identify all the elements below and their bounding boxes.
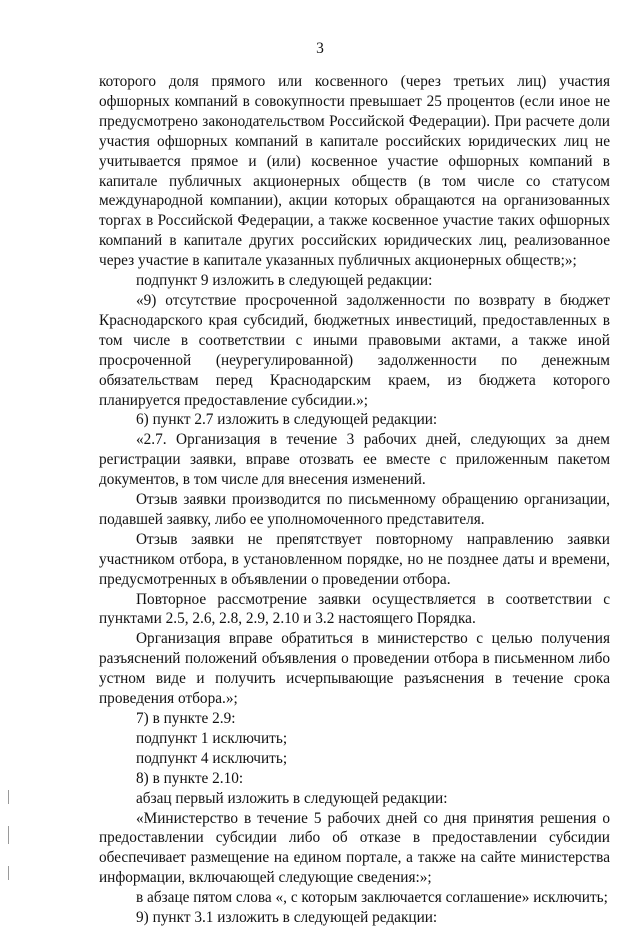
paragraph: Повторное рассмотрение заявки осуществляется в соответствии с пунктами 2.5, 2.6, 2.8, 2.9, 2.10 и 3.2 настоящего Порядка. [99, 590, 610, 628]
paragraph-continuation: которого доля прямого или косвенного (через третьих лиц) участия офшорных компаний в совокупности превышает 25 процентов (если иное не предусмотрено законодательством Российской Федерации). При расчете доли участия офшорных компаний в капитале российских юридических лиц не учитывается прямое и (или) косвенное участие офшорных компаний в капитале публичных акционерных обществ (в том числе со статусом международной компании), акции которых обращаются на организованных торгах в Российской Федерации, а также косвенное участие таких офшорных компаний в капитале других российских юридических лиц, реализованное через участие в капитале указанных публичных акционерных обществ;»; [99, 73, 610, 270]
paragraph: 8) в пункте 2.10: [136, 769, 244, 787]
paragraph: «Министерство в течение 5 рабочих дней со дня принятия решения о предоставлении субсидии либо об отказе в предоставлении субсидии обеспечивает размещение на едином портале, а также на сайте министерства информации, включающей следующие сведения:»; [99, 809, 610, 887]
paragraph: «2.7. Организация в течение 3 рабочих дней, следующих за днем регистрации заявки, вправе отозвать ее вместе с приложенным пакетом документов, в том числе для внесения изменений. [99, 431, 610, 489]
paragraph: подпункт 4 исключить; [136, 749, 288, 767]
paragraph: 7) в пункте 2.9: [136, 710, 236, 727]
scan-margin-mark [8, 826, 9, 844]
paragraph: подпункт 1 исключить; [136, 729, 288, 747]
scan-margin-mark [8, 866, 9, 880]
paragraph: 9) пункт 3.1 изложить в следующей редакции: [136, 909, 438, 927]
document-body [99, 72, 610, 928]
paragraph: в абзаце пятом слова «, с которым заключается соглашение» исключить; [136, 889, 608, 907]
scan-margin-mark [8, 790, 9, 804]
paragraph: абзац первый изложить в следующей редакции: [136, 789, 448, 807]
paragraph: подпункт 9 изложить в следующей редакции: [136, 272, 433, 290]
paragraph: «9) отсутствие просроченной задолженности по возврату в бюджет Краснодарского края субсидий, бюджетных инвестиций, предоставленных в том числе в соответствии с иными правовыми актами, а также иной просроченной (неурегулированной) задолженности по денежным обязательствам перед Краснодарским краем, из бюджета которого планируется предоставление субсидии.»; [99, 291, 610, 409]
page-number: 3 [316, 40, 324, 57]
paragraph: Отзыв заявки не препятствует повторному направлению заявки участником отбора, в установленном порядке, но не позднее даты и времени, предусмотренных в объявлении о проведении отбора. [99, 530, 610, 588]
paragraph: 6) пункт 2.7 изложить в следующей редакции: [136, 411, 438, 429]
paragraph: Отзыв заявки производится по письменному обращению организации, подавшей заявку, либо ее уполномоченного представителя. [99, 491, 610, 528]
paragraph: Организация вправе обратиться в министерство с целью получения разъяснений положений объявления о проведении отбора в письменном либо устном виде и получить исчерпывающие разъяснения в течение срока проведения отбора.»; [99, 630, 610, 708]
